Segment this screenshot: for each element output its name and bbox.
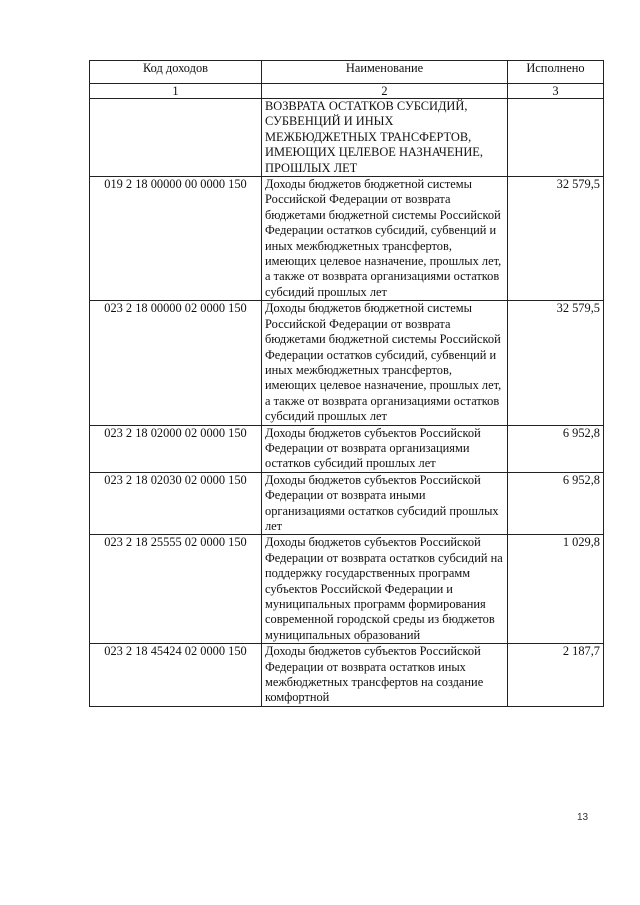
table-row — [90, 301, 604, 425]
row-code: 023 2 18 02030 02 0000 150 — [90, 472, 262, 535]
row-name: Доходы бюджетов субъектов Российской Федерации от возврата остатков иных межбюджетных трансфертов на создание комфортной — [262, 644, 508, 707]
table-row — [90, 644, 604, 707]
row-amount — [508, 99, 604, 177]
header-code: Код доходов — [90, 61, 262, 84]
row-amount: 1 029,8 — [508, 535, 604, 644]
row-name: Доходы бюджетов субъектов Российской Федерации от возврата организациями остатков субсидий прошлых лет — [262, 425, 508, 472]
row-name: Доходы бюджетов субъектов Российской Федерации от возврата остатков субсидий на поддержку государственных программ субъектов Российской Федерации и муниципальных программ формирования современной городской среды из бюджетов муниципальных образований — [262, 535, 508, 644]
row-amount: 2 187,7 — [508, 644, 604, 707]
table-header-row — [90, 61, 604, 84]
column-number-name: 2 — [262, 84, 508, 99]
row-name: ВОЗВРАТА ОСТАТКОВ СУБСИДИЙ, СУБВЕНЦИЙ И ИНЫХ МЕЖБЮДЖЕТНЫХ ТРАНСФЕРТОВ, ИМЕЮЩИХ ЦЕЛЕВОЕ НАЗНАЧЕНИЕ, ПРОШЛЫХ ЛЕТ — [262, 99, 508, 177]
table-row — [90, 535, 604, 644]
row-code: 023 2 18 25555 02 0000 150 — [90, 535, 262, 644]
row-amount: 32 579,5 — [508, 301, 604, 425]
page-number: 13 — [577, 812, 589, 823]
revenue-table — [89, 60, 604, 707]
table-row — [90, 177, 604, 301]
header-name: Наименование — [262, 61, 508, 84]
row-code: 023 2 18 00000 02 0000 150 — [90, 301, 262, 425]
row-amount: 6 952,8 — [508, 425, 604, 472]
row-name: Доходы бюджетов бюджетной системы Российской Федерации от возврата бюджетами бюджетной системы Российской Федерации остатков субсидий, субвенций и иных межбюджетных трансфертов, имеющих целевое назначение, прошлых лет, а также от возврата организациями остатков субсидий прошлых лет — [262, 301, 508, 425]
table-row — [90, 472, 604, 535]
table-row — [90, 425, 604, 472]
header-amount: Исполнено — [508, 61, 604, 84]
table-row — [90, 99, 604, 177]
row-amount: 6 952,8 — [508, 472, 604, 535]
row-code: 023 2 18 02000 02 0000 150 — [90, 425, 262, 472]
row-name: Доходы бюджетов субъектов Российской Федерации от возврата иными организациями остатков субсидий прошлых лет — [262, 472, 508, 535]
row-code — [90, 99, 262, 177]
row-code: 019 2 18 00000 00 0000 150 — [90, 177, 262, 301]
column-number-amount: 3 — [508, 84, 604, 99]
row-name: Доходы бюджетов бюджетной системы Российской Федерации от возврата бюджетами бюджетной системы Российской Федерации остатков субсидий, субвенций и иных межбюджетных трансфертов, имеющих целевое назначение, прошлых лет, а также от возврата организациями остатков субсидий прошлых лет — [262, 177, 508, 301]
row-amount: 32 579,5 — [508, 177, 604, 301]
column-number-row — [90, 84, 604, 99]
column-number-code: 1 — [90, 84, 262, 99]
row-code: 023 2 18 45424 02 0000 150 — [90, 644, 262, 707]
